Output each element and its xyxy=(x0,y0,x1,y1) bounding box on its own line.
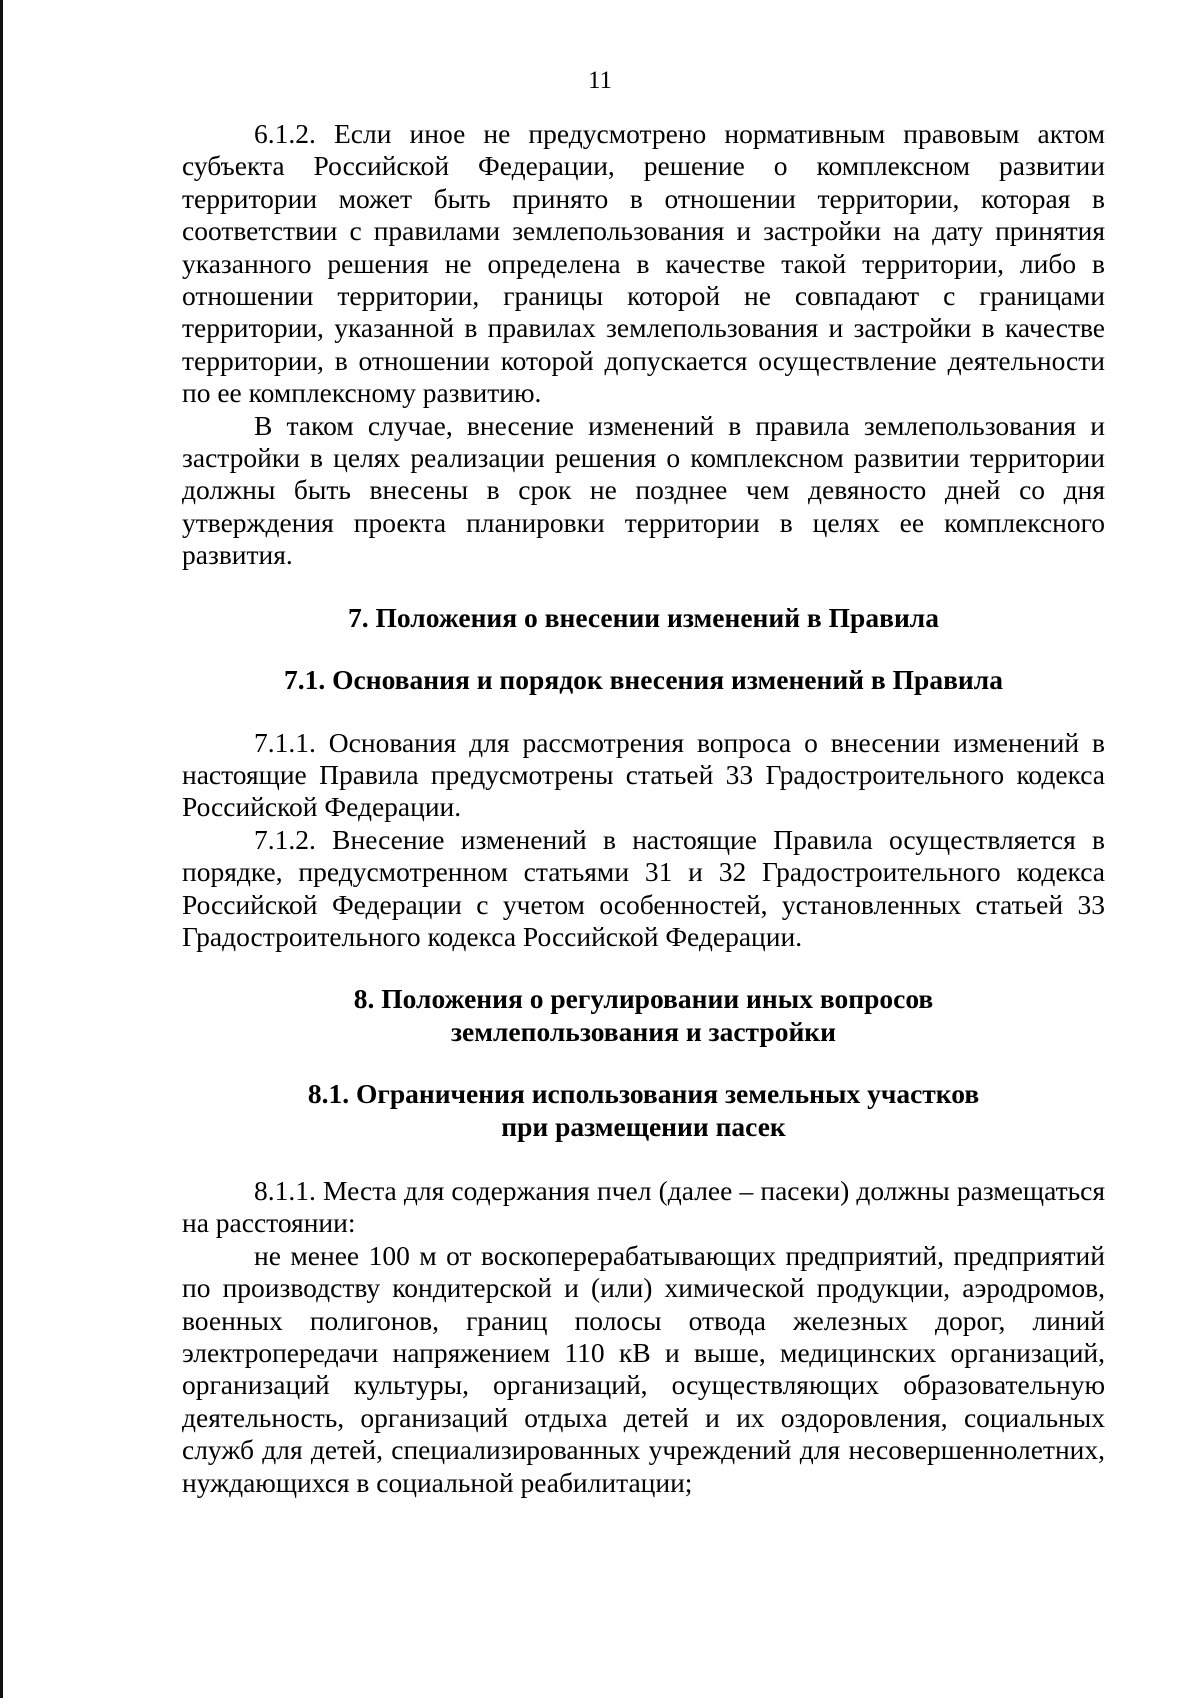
subsection-heading-7-1: 7.1. Основания и порядок внесения изменений в Правила xyxy=(284,664,1003,696)
document-body xyxy=(182,118,1105,1499)
paragraph-6-1-2: 6.1.2. Если иное не предусмотрено нормативным правовым актом субъекта Российской Федерации, решение о комплексном развитии территории может быть принято в отношении территории, которая в соответствии с правилами землепользования и застройки на дату принятия указанного решения не определена в качестве такой территории, либо в отношении территории, границы которой не совпадают с границами территории, указанной в правилах землепользования и застройки в качестве территории, в отношении которой допускается осуществление деятельности по ее комплексному развитию. xyxy=(182,118,1105,409)
paragraph-7-1-2: 7.1.2. Внесение изменений в настоящие Правила осуществляется в порядке, предусмотренном статьями 31 и 32 Градостроительного кодекса Российской Федерации с учетом особенностей, установленных статьей 33 Градостроительного кодекса Российской Федерации. xyxy=(182,823,1105,952)
section-heading-8-line-2: землепользования и застройки xyxy=(451,1015,836,1047)
paragraph-6-1-2-continuation: В таком случае, внесение изменений в правила землепользования и застройки в целях реализации решения о комплексном развитии территории должны быть внесены в срок не позднее чем девяносто дней со дня утверждения проекта планировки территории в целях ее комплексного развития. xyxy=(182,409,1105,571)
paragraph-7-1-1: 7.1.1. Основания для рассмотрения вопроса о внесении изменений в настоящие Правила предусмотрены статьей 33 Градостроительного кодекса Российской Федерации. xyxy=(182,726,1105,823)
paragraph-8-1-1-distance-list: не менее 100 м от воскоперерабатывающих предприятий, предприятий по производству кондитерской и (или) химической продукции, аэродромов, военных полигонов, границ полосы отвода железных дорог, линий электропередачи напряжением 110 кВ и выше, медицинских организаций, организаций культуры, организаций, осуществляющих образовательную деятельность, организаций отдыха детей и их оздоровления, социальных служб для детей, специализированных учреждений для несовершеннолетних, нуждающихся в социальной реабилитации; xyxy=(182,1239,1105,1498)
paragraph-8-1-1: 8.1.1. Места для содержания пчел (далее – пасеки) должны размещаться на расстоянии: xyxy=(182,1174,1105,1239)
subsection-heading-8-1-line-2: при размещении пасек xyxy=(501,1110,786,1142)
section-heading-8 xyxy=(182,983,1105,1048)
scan-edge-line xyxy=(0,0,3,1698)
subsection-heading-8-1 xyxy=(182,1078,1105,1143)
page-number: 11 xyxy=(587,67,613,94)
subsection-heading-8-1-line-1: 8.1. Ограничения использования земельных участков xyxy=(307,1078,980,1110)
section-heading-8-line-1: 8. Положения о регулировании иных вопросов xyxy=(353,983,934,1015)
section-heading-7: 7. Положения о внесении изменений в Правила xyxy=(348,601,939,633)
